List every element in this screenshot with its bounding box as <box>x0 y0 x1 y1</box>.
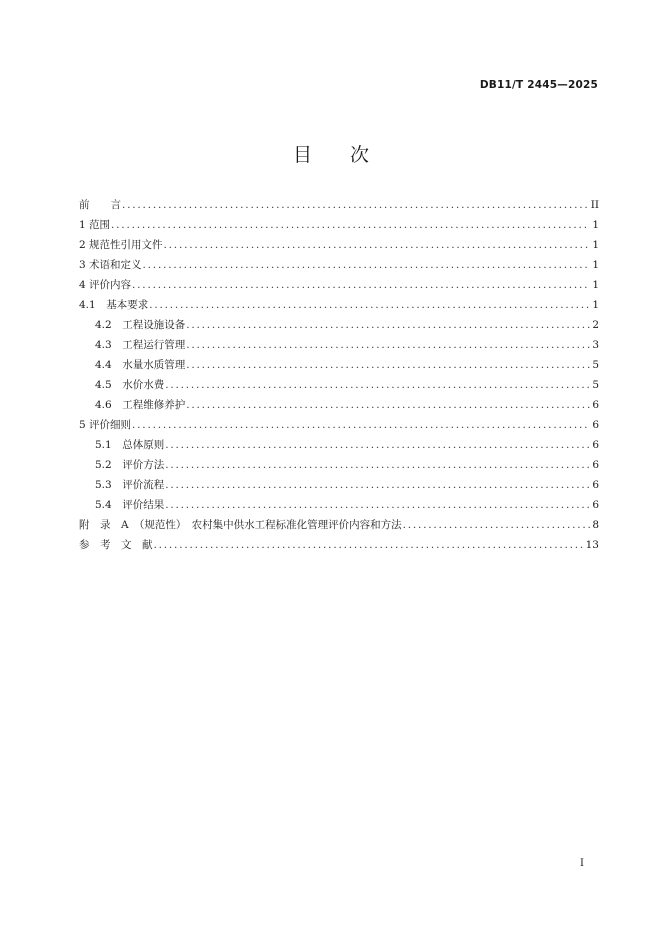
toc-entry-label: 参 考 文 献 <box>79 539 153 551</box>
toc-entry-label: 4.6 工程维修养护 <box>95 399 186 411</box>
dot-leader <box>186 315 590 335</box>
toc-entry-operation-management[interactable] <box>79 335 599 355</box>
dot-leader <box>132 275 590 295</box>
toc-entry-label: 5.1 总体原则 <box>95 439 165 451</box>
toc-entry-label: 2 规范性引用文件 <box>79 239 163 251</box>
dot-leader <box>143 255 591 275</box>
toc-entry-page: 1 <box>592 239 599 251</box>
toc-entry-evaluation-results[interactable] <box>79 495 599 515</box>
dot-leader <box>164 235 591 255</box>
document-code: DB11/T 2445—2025 <box>479 79 598 91</box>
dot-leader <box>111 215 590 235</box>
toc-entry-page: 6 <box>592 439 599 451</box>
toc-entry-label: 5.3 评价流程 <box>95 479 165 491</box>
toc-entry-page: 1 <box>592 259 599 271</box>
page-number: I <box>580 858 584 869</box>
dot-leader <box>149 295 590 315</box>
dot-leader <box>186 335 590 355</box>
toc-entry-page: 3 <box>592 339 599 351</box>
toc-entry-page: 6 <box>592 399 599 411</box>
toc-entry-bibliography[interactable] <box>79 535 599 555</box>
toc-entry-page: 1 <box>592 219 599 231</box>
page-title: 目 次 <box>292 144 369 166</box>
toc-entry-label: 1 范围 <box>79 219 111 231</box>
toc-entry-normative-references[interactable] <box>79 235 599 255</box>
toc-entry-page: 5 <box>592 359 599 371</box>
toc-entry-page: 1 <box>592 299 599 311</box>
toc-entry-evaluation-content[interactable] <box>79 275 599 295</box>
dot-leader <box>165 455 590 475</box>
toc-entry-terms-definitions[interactable] <box>79 255 599 275</box>
toc-entry-label: 4 评价内容 <box>79 279 132 291</box>
toc-entry-page: II <box>590 199 599 211</box>
toc-entry-page: 2 <box>592 319 599 331</box>
toc-entry-page: 6 <box>592 499 599 511</box>
toc-entry-label: 4.5 水价水费 <box>95 379 165 391</box>
toc-entry-water-price-fees[interactable] <box>79 375 599 395</box>
toc-entry-label: 4.1 基本要求 <box>79 299 149 311</box>
dot-leader <box>186 395 590 415</box>
toc-entry-label: 4.2 工程设施设备 <box>95 319 186 331</box>
toc-entry-evaluation-method[interactable] <box>79 455 599 475</box>
dot-leader <box>132 415 590 435</box>
toc-entry-page: 1 <box>592 279 599 291</box>
toc-entry-appendix-a[interactable] <box>79 515 599 535</box>
dot-leader <box>165 435 590 455</box>
dot-leader <box>186 355 590 375</box>
toc-entry-foreword[interactable] <box>79 195 599 215</box>
toc-entry-evaluation-process[interactable] <box>79 475 599 495</box>
toc-entry-general-principles[interactable] <box>79 435 599 455</box>
toc-entry-basic-requirements[interactable] <box>79 295 599 315</box>
toc-entry-label: 附 录 A （规范性） 农村集中供水工程标准化管理评价内容和方法 <box>79 519 402 531</box>
toc-entry-label: 4.3 工程运行管理 <box>95 339 186 351</box>
toc-entry-water-quantity-quality[interactable] <box>79 355 599 375</box>
toc-entry-label: 5 评价细则 <box>79 419 132 431</box>
toc-entry-page: 13 <box>585 539 599 551</box>
toc-entry-page: 5 <box>592 379 599 391</box>
toc-entry-facilities-equipment[interactable] <box>79 315 599 335</box>
toc-entry-page: 8 <box>592 519 599 531</box>
toc-entry-label: 3 术语和定义 <box>79 259 142 271</box>
toc-entry-label: 5.4 评价结果 <box>95 499 165 511</box>
dot-leader <box>122 195 589 215</box>
toc-entry-label: 5.2 评价方法 <box>95 459 165 471</box>
toc-entry-page: 6 <box>592 479 599 491</box>
toc-entry-label: 4.4 水量水质管理 <box>95 359 186 371</box>
dot-leader <box>165 495 590 515</box>
dot-leader <box>403 515 591 535</box>
toc-entry-page: 6 <box>592 459 599 471</box>
toc-entry-maintenance[interactable] <box>79 395 599 415</box>
toc-entry-label: 前 言 <box>79 199 121 211</box>
toc-entry-scope[interactable] <box>79 215 599 235</box>
table-of-contents <box>79 195 599 555</box>
toc-entry-page: 6 <box>592 419 599 431</box>
dot-leader <box>165 375 590 395</box>
toc-entry-evaluation-rules[interactable] <box>79 415 599 435</box>
dot-leader <box>165 475 590 495</box>
dot-leader <box>154 535 584 555</box>
